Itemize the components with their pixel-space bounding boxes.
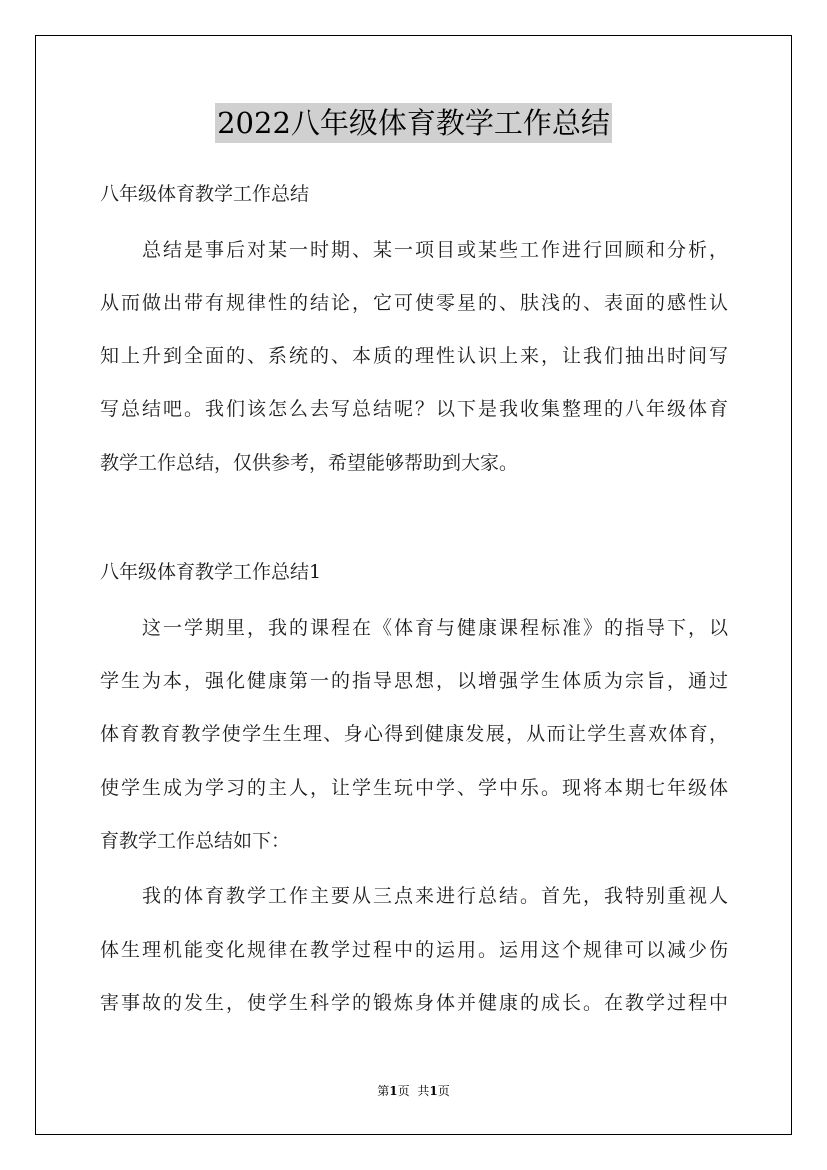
- subtitle: 八年级体育教学工作总结: [100, 183, 310, 205]
- paragraph-line: 害事故的发生，使学生科学的锻炼身体并健康的成长。在教学过程中: [100, 992, 728, 1014]
- footer-total-suffix: 页: [437, 1084, 450, 1098]
- intro-line: 教学工作总结，仅供参考，希望能够帮助到大家。: [100, 452, 519, 474]
- paragraph-line: 育教学工作总结如下：: [100, 830, 291, 852]
- title-container: [0, 103, 827, 143]
- page-footer: [0, 1083, 827, 1099]
- footer-prefix: 第: [377, 1084, 390, 1098]
- footer-total-prefix: 共: [417, 1084, 430, 1098]
- section-heading: 八年级体育教学工作总结1: [100, 561, 322, 583]
- paragraph-line: 体生理机能变化规律在教学过程中的运用。运用这个规律可以减少伤: [100, 939, 728, 961]
- document-title: 2022八年级体育教学工作总结: [215, 103, 612, 143]
- intro-line: 写总结吧。我们该怎么去写总结呢？以下是我收集整理的八年级体育: [100, 398, 728, 420]
- paragraph-line: 体育教育教学使学生生理、身心得到健康发展，从而让学生喜欢体育，: [100, 723, 728, 745]
- intro-line: 从而做出带有规律性的结论，它可使零星的、肤浅的、表面的感性认: [100, 292, 728, 314]
- intro-line: 总结是事后对某一时期、某一项目或某些工作进行回顾和分析，: [100, 239, 728, 261]
- footer-total-pages: 1: [429, 1084, 438, 1098]
- paragraph-line: 使学生成为学习的主人，让学生玩中学、学中乐。现将本期七年级体: [100, 777, 728, 799]
- paragraph-line: 我的体育教学工作主要从三点来进行总结。首先，我特别重视人: [100, 885, 728, 907]
- paragraph-line: 这一学期里，我的课程在《体育与健康课程标准》的指导下，以: [100, 617, 728, 639]
- paragraph-line: 学生为本，强化健康第一的指导思想，以增强学生体质为宗旨，通过: [100, 670, 728, 692]
- footer-page-number: 1: [389, 1084, 398, 1098]
- intro-line: 知上升到全面的、系统的、本质的理性认识上来，让我们抽出时间写: [100, 345, 728, 367]
- footer-page-suffix: 页: [397, 1084, 410, 1098]
